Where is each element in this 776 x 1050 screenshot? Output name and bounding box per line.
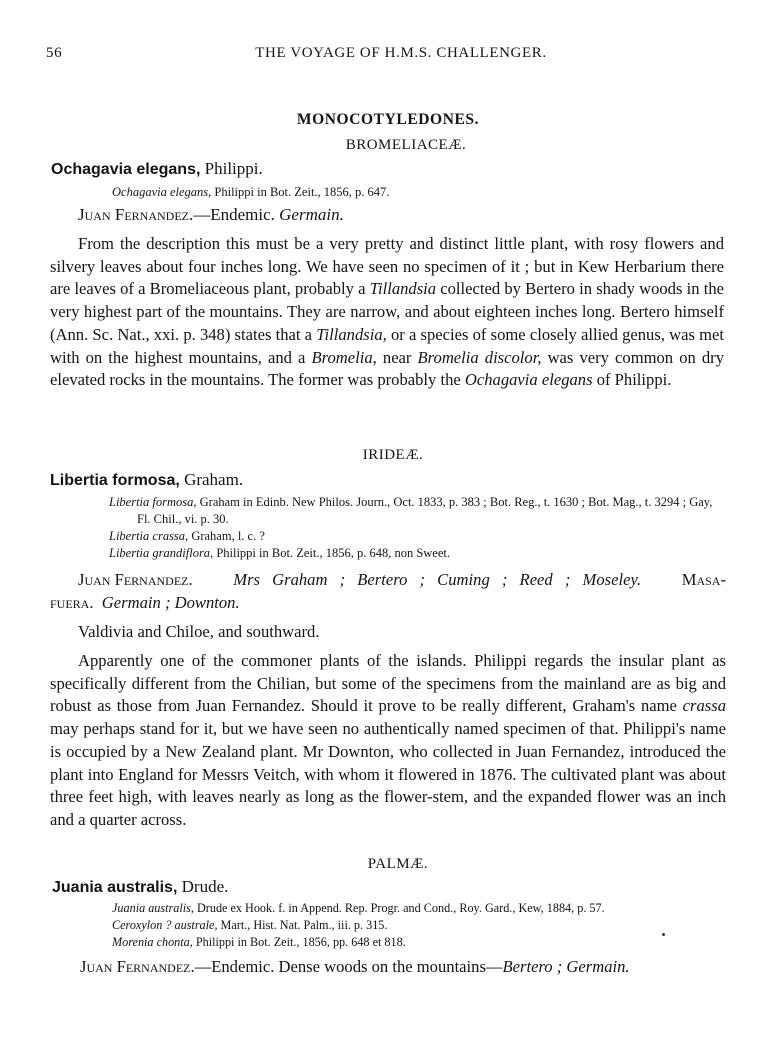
species-name: Libertia formosa, [50, 472, 180, 489]
locality-name: Juan Fernandez. [78, 570, 193, 589]
locality-name: Masa- [681, 570, 726, 589]
locality-name: Juan Fernandez. [80, 957, 195, 976]
locality-line [78, 570, 726, 590]
text-run: From the description this must be a very pretty and distinct little plant, with rosy flowers and silvery leaves about four inches long. We have seen no specimen of it ; but in Kew Herbarium there are leaves of a Bromeliaceous plant, probably a [50, 234, 724, 299]
synonym-line [109, 494, 729, 528]
description-paragraph-ochagavia [50, 233, 724, 392]
synonym-block [112, 900, 732, 951]
synonym-line [112, 917, 732, 934]
text-run: may perhaps stand for it, but we have seen no authentically named specimen of that. Philippi's name is occupied by a New Zealand plant. Mr Downton, who collected in Juan Fernandez, introduced the plant into England for Messrs Veitch, with whom it flowered in 1876. The cultivated plant was about three feet high, with leaves nearly as long as the flower-stem, and the expanded flower was an inch and a quarter across. [50, 719, 726, 829]
synonym-name: Libertia crassa, [109, 529, 189, 543]
collectors: Germain ; Downton. [101, 593, 240, 612]
species-name: Ochagavia elegans, [51, 161, 201, 178]
taxon-italic: Ochagavia elegans [464, 370, 593, 390]
family-heading-irideae: IRIDEÆ. [362, 447, 424, 463]
locality-line [78, 205, 344, 225]
synonym-line [109, 545, 729, 562]
collector: Germain. [279, 205, 344, 224]
taxon-italic: crassa [682, 696, 726, 716]
synonym-name: Ochagavia elegans, [112, 185, 212, 199]
species-author: Graham. [179, 470, 244, 489]
species-author: Drude. [177, 877, 229, 896]
text-run: was very common on dry elevated rocks in the mountains. The former was probably the [50, 347, 724, 390]
synonym-name: Ceroxylon ? australe, [112, 918, 218, 932]
synonym-line [112, 934, 732, 951]
text-run: Apparently one of the commoner plants of the islands. Philippi regards the insular plant as specifically different from the Chilian, but some of the specimens from the mainland are as big and robust as those from Juan Fernandez. Should it prove to be really different, Graham's name [50, 651, 726, 716]
synonym-block [109, 494, 729, 562]
synonym-name: Libertia formosa, [109, 495, 197, 509]
synonym-line [112, 184, 732, 201]
synonym-reference: Graham, l. c. ? [188, 529, 265, 543]
synonym-reference: Mart., Hist. Nat. Palm., iii. p. 315. [217, 918, 388, 932]
synonym-reference: Philippi in Bot. Zeit., 1856, p. 647. [211, 185, 390, 199]
species-title-juania [52, 877, 228, 897]
text-run: of Philippi. [592, 370, 672, 390]
species-title-libertia [50, 470, 243, 490]
distribution-line: Valdivia and Chiloe, and southward. [78, 622, 320, 641]
text-run: near [376, 347, 418, 367]
taxon-italic: Tillandsia, [316, 324, 387, 344]
locality-line [80, 957, 630, 977]
page-number: 56 [46, 45, 63, 61]
synonym-name: Morenia chonta, [112, 935, 193, 949]
taxon-italic: Bromelia discolor, [417, 347, 542, 367]
locality-note: —Endemic. Dense woods on the mountains— [194, 957, 503, 976]
taxon-italic: Tillandsia [369, 279, 437, 299]
species-name: Juania australis, [52, 879, 178, 896]
family-heading-palmae: PALMÆ. [367, 856, 429, 872]
section-heading: MONOCOTYLEDONES. [296, 111, 480, 128]
synonym-line [112, 900, 732, 917]
synonym-reference: Graham in Edinb. New Philos. Journ., Oct. 1833, p. 383 ; Bot. Reg., t. 1630 ; Bot. Mag., t. 3294 ; Gay, Fl. Chil., vi. p. 30. [137, 495, 713, 526]
collectors: Bertero ; Germain. [502, 957, 630, 976]
family-heading-bromeliaceae: BROMELIACEÆ. [345, 137, 467, 153]
taxon-italic: Bromelia, [311, 347, 377, 367]
species-title-ochagavia [51, 159, 263, 179]
locality-name: fuera. [50, 593, 94, 612]
print-speck [662, 933, 665, 936]
text-run: or a species of some closely allied genus, was met with on the highest mountains, and a [50, 324, 724, 367]
synonym-name: Libertia grandiflora, [109, 546, 214, 560]
synonym-reference: Philippi in Bot. Zeit., 1856, p. 648, non Sweet. [213, 546, 450, 560]
synonym-line [109, 528, 729, 545]
synonym-reference: Drude ex Hook. f. in Append. Rep. Progr. and Cond., Roy. Gard., Kew, 1884, p. 57. [193, 901, 605, 915]
locality-line-continued [50, 593, 240, 613]
running-title: THE VOYAGE OF H.M.S. CHALLENGER. [255, 45, 547, 61]
locality-name: Juan Fernandez. [78, 205, 194, 224]
page-header [46, 45, 736, 67]
text-run: collected by Bertero in shady woods in the very highest part of the mountains. They are narrow, and about eighteen inches long. Bertero himself (Ann. Sc. Nat., xxi. p. 348) states that a [50, 279, 724, 344]
description-paragraph-libertia [50, 650, 726, 832]
synonym-reference: Philippi in Bot. Zeit., 1856, pp. 648 et 818. [192, 935, 406, 949]
locality-note: —Endemic. [193, 205, 280, 224]
collectors: Mrs Graham ; Bertero ; Cuming ; Reed ; Moseley. [233, 570, 642, 589]
species-author: Philippi. [200, 159, 263, 178]
synonym-name: Juania australis, [112, 901, 194, 915]
